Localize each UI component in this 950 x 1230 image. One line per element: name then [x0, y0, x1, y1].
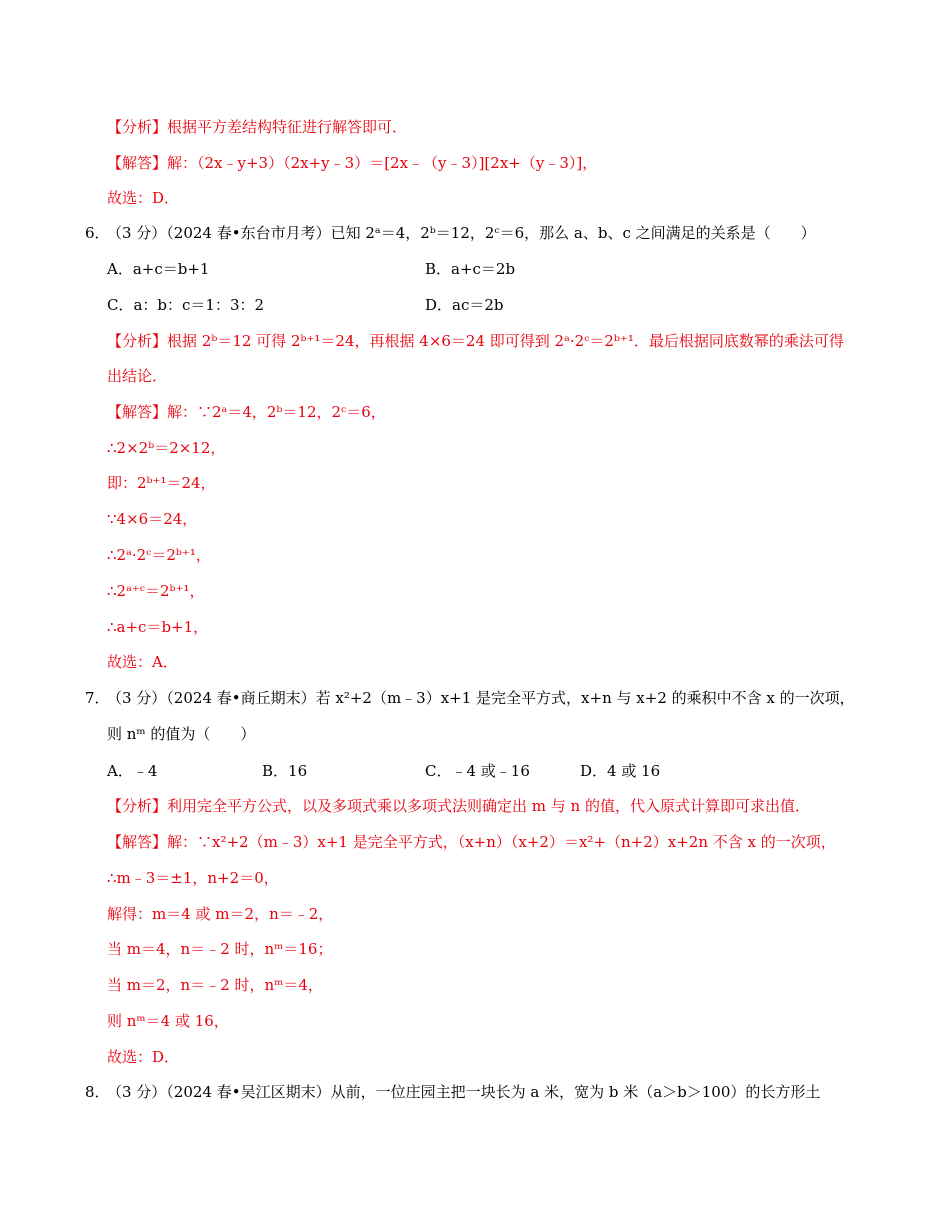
- solution-step: 解：∵x²+2（m﹣3）x+1 是完全平方式，（x+n）（x+2）＝x²+（n+2）x+2n 不含 x 的一次项，: [167, 833, 836, 851]
- question-stem: （3 分）（2024 春•商丘期末）若 x²+2（m﹣3）x+1 是完全平方式，x+n 与 x+2 的乘积中不含 x 的一次项，: [107, 689, 855, 707]
- question-stem: （3 分）（2024 春•东台市月考）已知 2ᵃ＝4，2ᵇ＝12，2ᶜ＝6，那么 a、b、c 之间满足的关系是（ ）: [107, 224, 816, 242]
- q6-option-b: B．a+c＝2b: [425, 260, 516, 278]
- q7-solution-step-3: 解得：m＝4 或 m＝2，n＝﹣2，: [107, 905, 334, 923]
- analysis-text: 根据平方差结构特征进行解答即可．: [167, 118, 408, 136]
- solution-tag: 【解答】: [107, 833, 168, 851]
- q6-solution-step-2: ∴2×2ᵇ＝2×12，: [107, 439, 226, 457]
- q6-option-a: A．a+c＝b+1: [107, 260, 210, 278]
- question-number: 7．: [85, 689, 110, 707]
- analysis-text: 利用完全平方公式，以及多项式乘以多项式法则确定出 m 与 n 的值，代入原式计算即可求出值．: [167, 797, 810, 815]
- q7-solution-step-4: 当 m＝4，n＝﹣2 时，nᵐ＝16；: [107, 940, 333, 958]
- q5-solution: [107, 152, 597, 174]
- q6-option-c: C．a：b：c＝1：3：2: [107, 296, 265, 314]
- q6-solution-step-5: ∴2ᵃ·2ᶜ＝2ᵇ⁺¹，: [107, 546, 211, 564]
- q6-solution-step-1: [107, 401, 386, 423]
- q8-stem: [85, 1081, 820, 1103]
- question-number: 8．: [85, 1083, 110, 1101]
- solution-tag: 【解答】: [107, 154, 168, 172]
- analysis-tag: 【分析】: [107, 118, 168, 136]
- q7-solution-step-5: 当 m＝2，n＝﹣2 时，nᵐ＝4，: [107, 976, 323, 994]
- question-stem: （3 分）（2024 春•吴江区期末）从前，一位庄园主把一块长为 a 米，宽为 b 米（a＞b＞100）的长方形土: [107, 1083, 821, 1101]
- q6-solution-step-6: ∴2ᵃ⁺ᶜ＝2ᵇ⁺¹，: [107, 582, 205, 600]
- q6-solution-step-3: 即：2ᵇ⁺¹＝24，: [107, 474, 216, 492]
- analysis-tag: 【分析】: [107, 797, 168, 815]
- q7-solution-step-6: 则 nᵐ＝4 或 16，: [107, 1012, 229, 1030]
- solution-tag: 【解答】: [107, 403, 168, 421]
- q6-solution-step-4: ∵4×6＝24，: [107, 510, 198, 528]
- question-number: 6．: [85, 224, 110, 242]
- q7-stem-cont: 则 nᵐ 的值为（ ）: [107, 725, 256, 743]
- q7-stem: [85, 687, 855, 709]
- q6-option-d: D．ac＝2b: [425, 296, 504, 314]
- q6-analysis: [107, 330, 844, 352]
- analysis-tag: 【分析】: [107, 332, 168, 350]
- solution-step: 解：∵2ᵃ＝4，2ᵇ＝12，2ᶜ＝6，: [167, 403, 386, 421]
- q7-choose: 故选：D．: [107, 1048, 180, 1066]
- q5-analysis: [107, 116, 407, 138]
- q6-choose: 故选：A．: [107, 653, 178, 671]
- q6-solution-step-7: ∴a+c＝b+1，: [107, 618, 209, 636]
- q7-solution-step-2: ∴m﹣3＝±1，n+2＝0，: [107, 869, 279, 887]
- q7-option-a: A．﹣4: [107, 762, 158, 780]
- q5-choose: 故选：D．: [107, 189, 180, 207]
- q7-option-b: B．16: [262, 762, 308, 780]
- q6-stem: [85, 222, 816, 244]
- analysis-text: 根据 2ᵇ＝12 可得 2ᵇ⁺¹＝24，再根据 4×6＝24 即可得到 2ᵃ·2ᶜ＝2ᵇ⁺¹．最后根据同底数幂的乘法可得: [167, 332, 844, 350]
- q7-option-d: D．4 或 16: [580, 762, 661, 780]
- q7-option-c: C．﹣4 或﹣16: [425, 762, 530, 780]
- solution-text: 解：（2x﹣y+3）（2x+y﹣3）＝[2x﹣（y﹣3）][2x+（y﹣3）]，: [167, 154, 598, 172]
- q7-analysis: [107, 795, 810, 817]
- q6-analysis-cont: 出结论．: [107, 367, 168, 385]
- q7-solution-step-1: [107, 831, 836, 853]
